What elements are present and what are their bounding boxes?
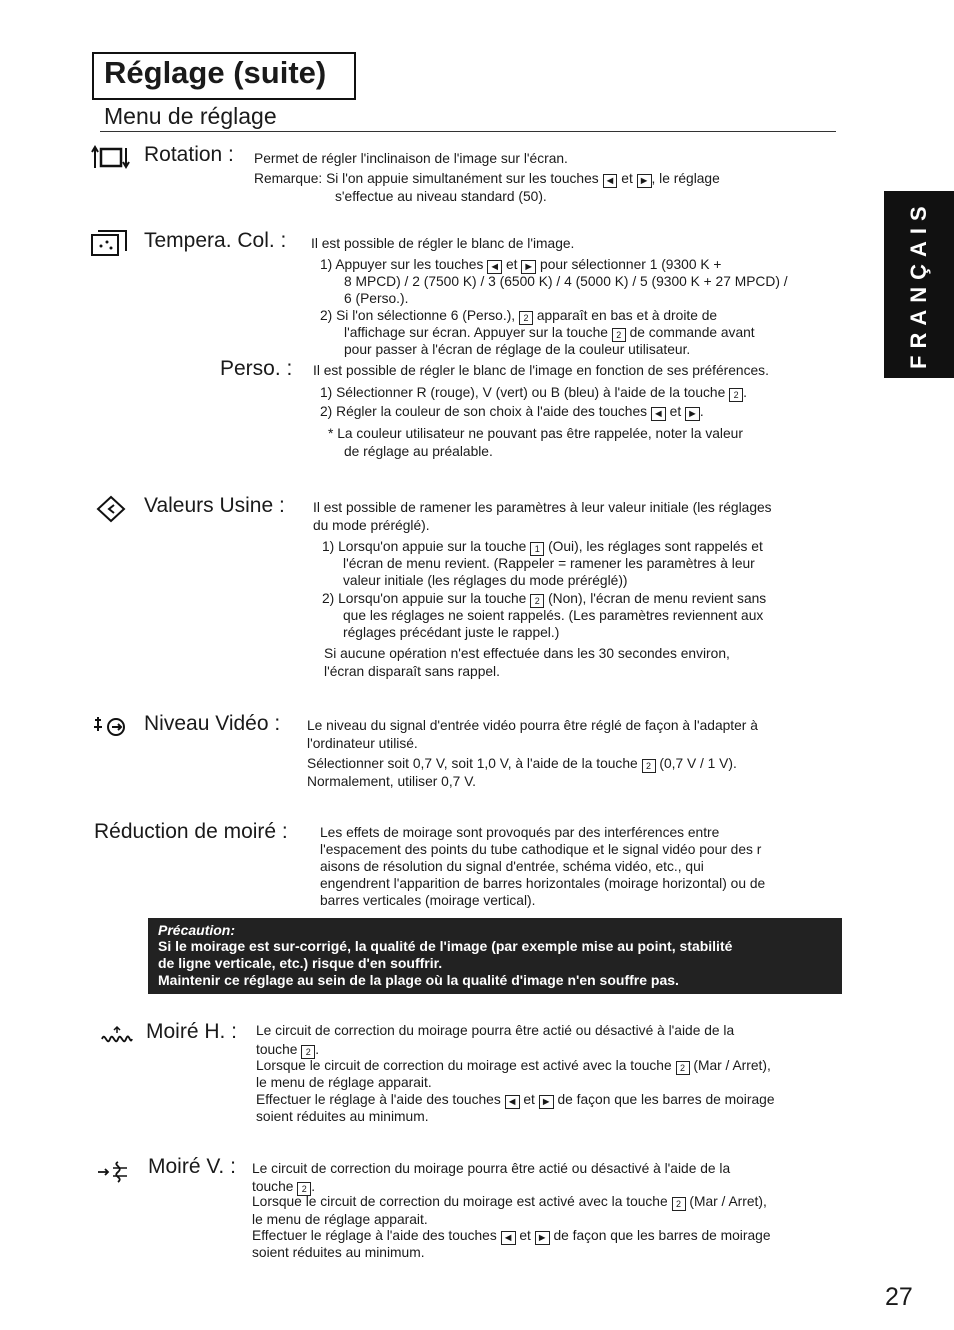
valeurs-item-2-line-3: réglages précédant juste le rappel.) (343, 625, 560, 640)
moire-v-line-3: Lorsque le circuit de correction du moirage est activé avec la touche 2 (Mar / Arret), (252, 1194, 767, 1209)
valeurs-intro: Il est possible de ramener les paramètres à leur valeur initiale (les réglages (313, 500, 772, 515)
rotation-remark-2: s'effectue au niveau standard (50). (335, 189, 547, 204)
color-temperature-icon (90, 227, 130, 265)
right-arrow-key-icon: ► (523, 261, 535, 273)
caution-line-3: Maintenir ce réglage au sein de la plage où la qualité d'image n'en souffre pas. (158, 972, 679, 988)
tempera-title: Tempera. Col. : (144, 229, 287, 252)
perso-item-2: 2) Régler la couleur de son choix à l'aide des touches ◄ et ► . (320, 404, 704, 420)
perso-note-line-2: de réglage au préalable. (344, 444, 493, 459)
valeurs-title: Valeurs Usine : (144, 494, 285, 517)
tempera-item-1-line-3: 6 (Perso.). (344, 291, 409, 306)
valeurs-item-1: 1) Lorsqu'on appuie sur la touche 1 (Oui), les réglages sont rappelés et (322, 539, 763, 554)
right-arrow-key-icon: ► (687, 408, 698, 420)
factory-reset-icon (94, 494, 128, 530)
video-level-icon (92, 714, 132, 746)
valeurs-item-1-line-2: l'écran de menu revient. (Rappeler = ramener les paramètres à leur (343, 556, 755, 571)
page-title: Réglage (suite) (104, 55, 327, 90)
reduction-line-1: Les effets de moirage sont provoqués par des interférences entre (320, 825, 720, 840)
perso-item-1: 1) Sélectionner R (rouge), V (vert) ou B (bleu) à l'aide de la touche 2 . (320, 385, 747, 400)
perso-title: Perso. : (220, 357, 293, 380)
caution-line-1: Si le moirage est sur-corrigé, la qualité de l'image (par exemple mise au point, stabilité (158, 938, 733, 954)
niveau-title: Niveau Vidéo : (144, 712, 281, 735)
tempera-item-1-line-2: 8 MPCD) / 2 (7500 K) / 3 (6500 K) / 4 (5000 K) / 5 (9300 K + 27 MPCD) / (344, 274, 788, 289)
reduction-line-2: l'espacement des points du tube cathodique et le signal vidéo pour des r (320, 842, 762, 857)
left-arrow-key-icon: ◄ (652, 408, 664, 420)
valeurs-item-2: 2) Lorsqu'on appuie sur la touche 2 (Non), l'écran de menu revient sans (322, 591, 767, 606)
rotation-intro: Permet de régler l'inclinaison de l'image sur l'écran. (254, 151, 568, 166)
page-number: 27 (885, 1283, 913, 1311)
left-arrow-key-icon: ◄ (604, 175, 616, 187)
perso-note: * La couleur utilisateur ne pouvant pas être rappelée, noter la valeur (328, 426, 743, 441)
moire-h-line-4: le menu de réglage apparait. (256, 1075, 432, 1090)
moire-v-line-1: Le circuit de correction du moirage pourra être actié ou désactivé à l'aide de la (252, 1161, 731, 1176)
key-2-icon: 2 (530, 594, 544, 608)
niveau-normal: Normalement, utiliser 0,7 V. (307, 774, 476, 789)
left-arrow-key-icon: ◄ (489, 261, 501, 273)
key-1-icon: 1 (530, 542, 544, 556)
valeurs-item-1-line-3: valeur initiale (les réglages du mode préréglé)) (343, 573, 628, 588)
valeurs-intro-line-2: du mode préréglé). (313, 518, 430, 533)
valeurs-item-2-line-2: que les réglages ne soient rappelés. (Les paramètres reviennent aux (343, 608, 764, 623)
rotation-title: Rotation : (144, 143, 234, 166)
key-2-icon: 2 (612, 328, 626, 342)
moire-h-line-2: touche 2 . (256, 1042, 320, 1057)
reduction-line-3: aisons de résolution du signal d'entrée, schéma vidéo, etc., qui (320, 859, 704, 874)
key-2-icon: 2 (672, 1197, 686, 1211)
key-2-icon: 2 (301, 1045, 315, 1059)
valeurs-note: Si aucune opération n'est effectuée dans les 30 secondes environ, (324, 646, 730, 661)
moire-v-line-4: le menu de réglage apparait. (252, 1212, 428, 1227)
perso-intro: Il est possible de régler le blanc de l'image en fonction de ses préférences. (313, 363, 769, 378)
caution-box (148, 918, 842, 994)
rotation-icon (90, 144, 134, 176)
reduction-title: Réduction de moiré : (94, 820, 288, 843)
rotation-remark: Remarque: Si l'on appuie simultanément sur les touches ◄ et ► , le réglage (254, 171, 720, 187)
reduction-line-5: barres verticales (moirage vertical). (320, 893, 536, 908)
right-arrow-key-icon: ► (536, 1232, 548, 1244)
key-2-icon: 2 (642, 759, 656, 773)
tempera-item-2-line-3: pour passer à l'écran de réglage de la couleur utilisateur. (344, 342, 691, 357)
caution-line-2: de ligne verticale, etc.) risque d'en souffrir. (158, 955, 443, 971)
page-subtitle: Menu de réglage (104, 103, 277, 129)
key-2-icon: 2 (519, 311, 533, 325)
right-arrow-key-icon: ► (540, 1096, 552, 1108)
horizontal-moire-icon (100, 1025, 134, 1051)
moire-h-line-1: Le circuit de correction du moirage pourra être actié ou désactivé à l'aide de la (256, 1023, 735, 1038)
left-arrow-key-icon: ◄ (502, 1232, 514, 1244)
left-arrow-key-icon: ◄ (506, 1096, 518, 1108)
language-tab-label: FRANÇAIS (906, 199, 931, 370)
tempera-intro: Il est possible de régler le blanc de l'image. (311, 236, 575, 251)
niveau-select: Sélectionner soit 0,7 V, soit 1,0 V, à l'aide de la touche 2 (0,7 V / 1 V). (307, 756, 737, 771)
tempera-item-2: 2) Si l'on sélectionne 6 (Perso.), 2 apparaît en bas et à droite de (320, 308, 718, 323)
moire-v-line-2: touche 2 . (252, 1179, 316, 1194)
niveau-intro-line-2: l'ordinateur utilisé. (307, 736, 418, 751)
header-divider (100, 131, 836, 132)
moire-h-line-5: Effectuer le réglage à l'aide des touches ◄ et ► de façon que les barres de moirage (256, 1092, 775, 1108)
moire-v-line-6: soient réduites au minimum. (252, 1245, 425, 1260)
tempera-item-2-line-2: l'affichage sur écran. Appuyer sur la touche 2 de commande avant (344, 325, 755, 340)
moire-h-line-6: soient réduites au minimum. (256, 1109, 429, 1124)
key-2-icon: 2 (297, 1182, 311, 1196)
caution-title: Précaution: (158, 922, 236, 938)
moire-h-title: Moiré H. : (146, 1020, 238, 1043)
niveau-intro: Le niveau du signal d'entrée vidéo pourra être réglé de façon à l'adapter à (307, 718, 758, 733)
moire-h-line-3: Lorsque le circuit de correction du moirage est activé avec la touche 2 (Mar / Arret), (256, 1058, 771, 1073)
moire-v-line-5: Effectuer le réglage à l'aide des touches ◄ et ► de façon que les barres de moirage (252, 1228, 771, 1244)
key-2-icon: 2 (729, 388, 743, 402)
reduction-line-4: engendrent l'apparition de barres horizontales (moirage horizontal) ou de (320, 876, 766, 891)
valeurs-note-line-2: l'écran disparaît sans rappel. (324, 664, 500, 679)
tempera-item-1: 1) Appuyer sur les touches ◄ et ► pour sélectionner 1 (9300 K + (320, 257, 722, 273)
right-arrow-key-icon: ► (638, 175, 650, 187)
key-2-icon: 2 (676, 1061, 690, 1075)
vertical-moire-icon (96, 1160, 136, 1190)
moire-v-title: Moiré V. : (148, 1155, 236, 1178)
